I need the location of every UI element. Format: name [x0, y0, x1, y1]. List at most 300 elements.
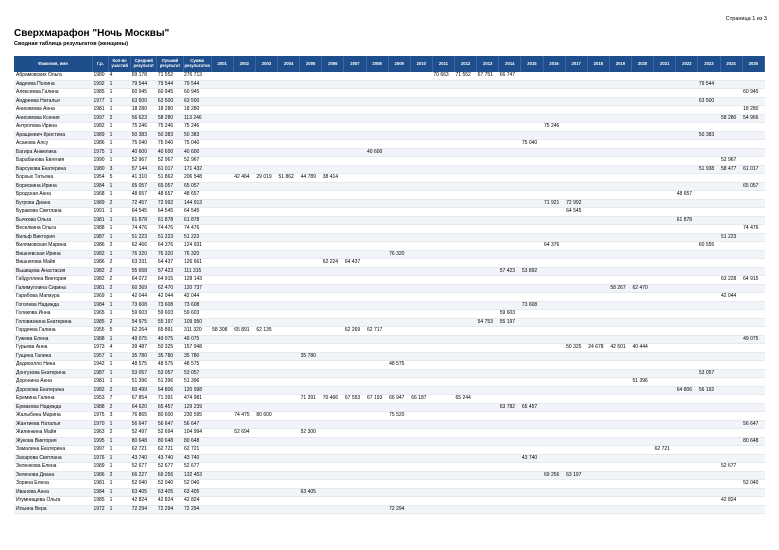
- year-result: [477, 403, 499, 412]
- table-row: [14, 361, 765, 370]
- year-result: [344, 199, 366, 208]
- year-result: [432, 497, 454, 506]
- year-result: [609, 386, 631, 395]
- row-average: 56 623: [131, 114, 157, 123]
- year-result: [676, 182, 698, 191]
- row-birth-year: 1992: [92, 80, 108, 89]
- year-result: [654, 505, 676, 514]
- year-result: [255, 403, 277, 412]
- row-best: 80 648: [157, 437, 183, 446]
- year-result: [742, 301, 764, 310]
- year-result: 50 325: [565, 344, 587, 353]
- table-row: [14, 140, 765, 149]
- row-best: 69 256: [157, 471, 183, 480]
- year-result: [477, 471, 499, 480]
- year-result: 54 966: [742, 114, 764, 123]
- year-result: [521, 174, 543, 183]
- column-header: 2020: [632, 56, 654, 72]
- row-best: 65 457: [157, 403, 183, 412]
- year-result: [388, 471, 410, 480]
- year-result: [432, 284, 454, 293]
- year-result: [366, 250, 388, 259]
- year-result: [499, 497, 521, 506]
- row-average: 50 383: [131, 131, 157, 140]
- table-row: [14, 446, 765, 455]
- row-count: 1: [109, 488, 131, 497]
- year-result: [587, 165, 609, 174]
- year-result: [322, 123, 344, 132]
- year-result: [366, 225, 388, 234]
- year-result: [654, 89, 676, 98]
- row-count: 1: [109, 131, 131, 140]
- row-birth-year: 1981: [92, 216, 108, 225]
- row-sum: 65 057: [183, 182, 211, 191]
- year-result: 63 782: [499, 403, 521, 412]
- year-result: [278, 208, 300, 217]
- year-result: [654, 497, 676, 506]
- year-result: [720, 318, 742, 327]
- year-result: [565, 80, 587, 89]
- year-result: [499, 463, 521, 472]
- year-result: [521, 386, 543, 395]
- year-result: [366, 157, 388, 166]
- year-result: [300, 97, 322, 106]
- year-result: [543, 165, 565, 174]
- year-result: [565, 157, 587, 166]
- year-result: [455, 505, 477, 514]
- row-best: 18 280: [157, 106, 183, 115]
- year-result: [233, 301, 255, 310]
- year-result: [322, 505, 344, 514]
- year-result: [543, 335, 565, 344]
- row-birth-year: 1984: [92, 182, 108, 191]
- row-best: 55 197: [157, 318, 183, 327]
- year-result: [676, 463, 698, 472]
- year-result: [698, 446, 720, 455]
- year-result: [455, 403, 477, 412]
- year-result: [255, 420, 277, 429]
- table-row: [14, 89, 765, 98]
- year-result: [211, 140, 233, 149]
- year-result: [632, 454, 654, 463]
- year-result: [587, 327, 609, 336]
- year-result: [255, 250, 277, 259]
- year-result: [344, 403, 366, 412]
- table-row: [14, 131, 765, 140]
- row-average: 63 500: [131, 97, 157, 106]
- year-result: [455, 216, 477, 225]
- year-result: [410, 182, 432, 191]
- year-result: [432, 233, 454, 242]
- year-result: [543, 208, 565, 217]
- year-result: [742, 378, 764, 387]
- year-result: [654, 267, 676, 276]
- year-result: 53 057: [698, 369, 720, 378]
- year-result: [742, 412, 764, 421]
- year-result: [344, 352, 366, 361]
- year-result: [300, 386, 322, 395]
- year-result: [609, 182, 631, 191]
- row-name: Вилямовская Марина: [14, 242, 92, 251]
- year-result: [322, 318, 344, 327]
- year-result: [654, 361, 676, 370]
- results-table: [14, 56, 765, 514]
- year-result: [455, 165, 477, 174]
- year-result: [410, 429, 432, 438]
- row-name: Абрамовских Ольга: [14, 72, 92, 80]
- year-result: 42 464: [233, 174, 255, 183]
- year-result: 64 437: [344, 259, 366, 268]
- year-result: [587, 182, 609, 191]
- year-result: [211, 437, 233, 446]
- year-result: [676, 454, 698, 463]
- year-result: [255, 344, 277, 353]
- year-result: [366, 412, 388, 421]
- table-row: [14, 403, 765, 412]
- year-result: [410, 310, 432, 319]
- year-result: [278, 140, 300, 149]
- year-result: [587, 242, 609, 251]
- table-row: [14, 335, 765, 344]
- row-best: 71 552: [157, 72, 183, 80]
- year-result: [698, 191, 720, 200]
- year-result: [543, 106, 565, 115]
- year-result: [278, 267, 300, 276]
- year-result: [255, 369, 277, 378]
- year-result: [366, 216, 388, 225]
- year-result: [521, 497, 543, 506]
- year-result: [742, 208, 764, 217]
- row-sum: 120 998: [183, 386, 211, 395]
- year-result: [587, 140, 609, 149]
- year-result: [477, 242, 499, 251]
- year-result: [477, 191, 499, 200]
- row-best: 35 780: [157, 352, 183, 361]
- year-result: [587, 123, 609, 132]
- year-result: [366, 437, 388, 446]
- table-row: [14, 97, 765, 106]
- year-result: [477, 454, 499, 463]
- year-result: [233, 505, 255, 514]
- year-result: [543, 420, 565, 429]
- year-result: [521, 242, 543, 251]
- year-result: [698, 505, 720, 514]
- row-count: 2: [109, 403, 131, 412]
- year-result: [676, 80, 698, 89]
- year-result: 67 193: [366, 395, 388, 404]
- year-result: [565, 225, 587, 234]
- column-header: 2004: [278, 56, 300, 72]
- year-result: [255, 114, 277, 123]
- year-result: [432, 276, 454, 285]
- year-result: [300, 471, 322, 480]
- year-result: [587, 233, 609, 242]
- row-best: 63 500: [157, 97, 183, 106]
- year-result: [654, 480, 676, 489]
- row-average: 41 310: [131, 174, 157, 183]
- year-result: [521, 97, 543, 106]
- year-result: 51 223: [720, 233, 742, 242]
- year-result: [432, 446, 454, 455]
- year-result: [278, 310, 300, 319]
- year-result: [521, 233, 543, 242]
- row-average: 56 647: [131, 420, 157, 429]
- year-result: [632, 437, 654, 446]
- year-result: 51 938: [698, 165, 720, 174]
- year-result: [233, 335, 255, 344]
- row-sum: 74 476: [183, 225, 211, 234]
- year-result: [676, 352, 698, 361]
- row-sum: 128 143: [183, 276, 211, 285]
- row-birth-year: 1980: [92, 165, 108, 174]
- year-result: 24 678: [587, 344, 609, 353]
- year-result: [344, 505, 366, 514]
- year-result: [720, 395, 742, 404]
- year-result: [742, 97, 764, 106]
- year-result: [742, 327, 764, 336]
- year-result: 65 891: [233, 327, 255, 336]
- year-result: [211, 199, 233, 208]
- year-result: [366, 242, 388, 251]
- year-result: [432, 361, 454, 370]
- year-result: [410, 242, 432, 251]
- row-sum: 73 608: [183, 301, 211, 310]
- row-average: 65 057: [131, 182, 157, 191]
- year-result: [543, 191, 565, 200]
- year-result: [720, 386, 742, 395]
- row-birth-year: 1988: [92, 403, 108, 412]
- year-result: [477, 497, 499, 506]
- year-result: [543, 233, 565, 242]
- year-result: [477, 480, 499, 489]
- year-result: [278, 301, 300, 310]
- year-result: [742, 352, 764, 361]
- year-result: [388, 114, 410, 123]
- year-result: 61 017: [742, 165, 764, 174]
- year-result: [278, 369, 300, 378]
- year-result: [698, 293, 720, 302]
- year-result: [278, 250, 300, 259]
- year-result: [477, 429, 499, 438]
- year-result: [300, 446, 322, 455]
- year-result: [698, 471, 720, 480]
- year-result: [543, 216, 565, 225]
- year-result: [322, 225, 344, 234]
- year-result: [211, 208, 233, 217]
- row-best: 64 437: [157, 259, 183, 268]
- row-birth-year: 1991: [92, 208, 108, 217]
- year-result: [720, 250, 742, 259]
- row-count: 2: [109, 267, 131, 276]
- year-result: [543, 344, 565, 353]
- year-result: [609, 225, 631, 234]
- year-result: [255, 199, 277, 208]
- year-result: [565, 259, 587, 268]
- year-result: [211, 267, 233, 276]
- year-result: [278, 352, 300, 361]
- year-result: [654, 259, 676, 268]
- year-result: [521, 395, 543, 404]
- year-result: [698, 412, 720, 421]
- year-result: 74 476: [742, 225, 764, 234]
- year-result: [410, 352, 432, 361]
- year-result: [432, 488, 454, 497]
- row-birth-year: 1987: [92, 233, 108, 242]
- year-result: [720, 284, 742, 293]
- column-header: Фамилия, имя: [14, 56, 92, 72]
- year-result: [388, 318, 410, 327]
- year-result: [698, 182, 720, 191]
- row-birth-year: 1942: [92, 361, 108, 370]
- row-best: 72 294: [157, 505, 183, 514]
- row-sum: 79 544: [183, 80, 211, 89]
- year-result: [455, 293, 477, 302]
- year-result: [233, 157, 255, 166]
- year-result: [455, 301, 477, 310]
- row-name: Багира Анжелика: [14, 148, 92, 157]
- year-result: [632, 114, 654, 123]
- year-result: [698, 488, 720, 497]
- year-result: [521, 318, 543, 327]
- year-result: [676, 437, 698, 446]
- year-result: [278, 480, 300, 489]
- year-result: [654, 216, 676, 225]
- year-result: [698, 174, 720, 183]
- row-sum: 311 320: [183, 327, 211, 336]
- year-result: [587, 463, 609, 472]
- year-result: [322, 233, 344, 242]
- row-count: 2: [109, 199, 131, 208]
- year-result: [366, 284, 388, 293]
- year-result: [344, 386, 366, 395]
- year-result: [278, 505, 300, 514]
- row-average: 64 072: [131, 276, 157, 285]
- year-result: [322, 72, 344, 80]
- year-result: 29 019: [255, 174, 277, 183]
- year-result: [609, 301, 631, 310]
- table-row: [14, 72, 765, 80]
- year-result: [410, 301, 432, 310]
- row-name: Аращкевич Кристина: [14, 131, 92, 140]
- row-birth-year: 1954: [92, 174, 108, 183]
- year-result: [720, 131, 742, 140]
- year-result: [344, 454, 366, 463]
- row-name: Борзых Татьяна: [14, 174, 92, 183]
- year-result: [543, 488, 565, 497]
- year-result: [587, 148, 609, 157]
- year-result: 74 475: [233, 412, 255, 421]
- year-result: [565, 140, 587, 149]
- table-row: [14, 301, 765, 310]
- column-header: 2012: [455, 56, 477, 72]
- year-result: [720, 97, 742, 106]
- year-result: [410, 327, 432, 336]
- year-result: [410, 72, 432, 80]
- year-result: [632, 182, 654, 191]
- year-result: [632, 505, 654, 514]
- year-result: [676, 446, 698, 455]
- year-result: [609, 114, 631, 123]
- year-result: [211, 378, 233, 387]
- row-name: Голикова Инна: [14, 310, 92, 319]
- year-result: [432, 242, 454, 251]
- row-birth-year: 1968: [92, 191, 108, 200]
- row-name: Барабанова Евгения: [14, 157, 92, 166]
- year-result: [455, 318, 477, 327]
- year-result: [543, 310, 565, 319]
- year-result: 71 921: [543, 199, 565, 208]
- year-result: 52 967: [720, 157, 742, 166]
- year-result: [477, 233, 499, 242]
- year-result: [432, 352, 454, 361]
- table-row: [14, 182, 765, 191]
- year-result: [521, 463, 543, 472]
- year-result: [432, 335, 454, 344]
- year-result: [278, 327, 300, 336]
- year-result: [632, 89, 654, 98]
- year-result: 75 520: [388, 412, 410, 421]
- year-result: [278, 318, 300, 327]
- year-result: [742, 403, 764, 412]
- year-result: [742, 463, 764, 472]
- year-result: [432, 429, 454, 438]
- row-best: 60 945: [157, 89, 183, 98]
- year-result: [322, 106, 344, 115]
- year-result: [587, 131, 609, 140]
- year-result: [742, 505, 764, 514]
- year-result: [233, 123, 255, 132]
- year-result: [676, 293, 698, 302]
- year-result: 63 500: [698, 97, 720, 106]
- year-result: [455, 361, 477, 370]
- year-result: [432, 165, 454, 174]
- row-sum: 206 548: [183, 174, 211, 183]
- row-sum: 75 040: [183, 140, 211, 149]
- year-result: [233, 233, 255, 242]
- year-result: [432, 505, 454, 514]
- year-result: [344, 310, 366, 319]
- row-name: Жантиева Наталья: [14, 420, 92, 429]
- row-sum: 51 396: [183, 378, 211, 387]
- year-result: [742, 369, 764, 378]
- year-result: [278, 259, 300, 268]
- year-result: [543, 225, 565, 234]
- year-result: [211, 318, 233, 327]
- year-result: [366, 471, 388, 480]
- year-result: [676, 369, 698, 378]
- year-result: [720, 344, 742, 353]
- year-result: [233, 72, 255, 80]
- row-birth-year: 1997: [92, 114, 108, 123]
- year-result: [477, 446, 499, 455]
- year-result: [565, 301, 587, 310]
- year-result: [322, 182, 344, 191]
- row-count: 1: [109, 250, 131, 259]
- year-result: [742, 395, 764, 404]
- year-result: [344, 437, 366, 446]
- row-best: 80 600: [157, 412, 183, 421]
- year-result: [499, 454, 521, 463]
- column-header: 2016: [543, 56, 565, 72]
- year-result: [499, 293, 521, 302]
- year-result: [344, 72, 366, 80]
- year-result: [565, 446, 587, 455]
- year-result: [388, 216, 410, 225]
- year-result: [477, 131, 499, 140]
- table-row: [14, 395, 765, 404]
- year-result: [255, 208, 277, 217]
- year-result: [278, 284, 300, 293]
